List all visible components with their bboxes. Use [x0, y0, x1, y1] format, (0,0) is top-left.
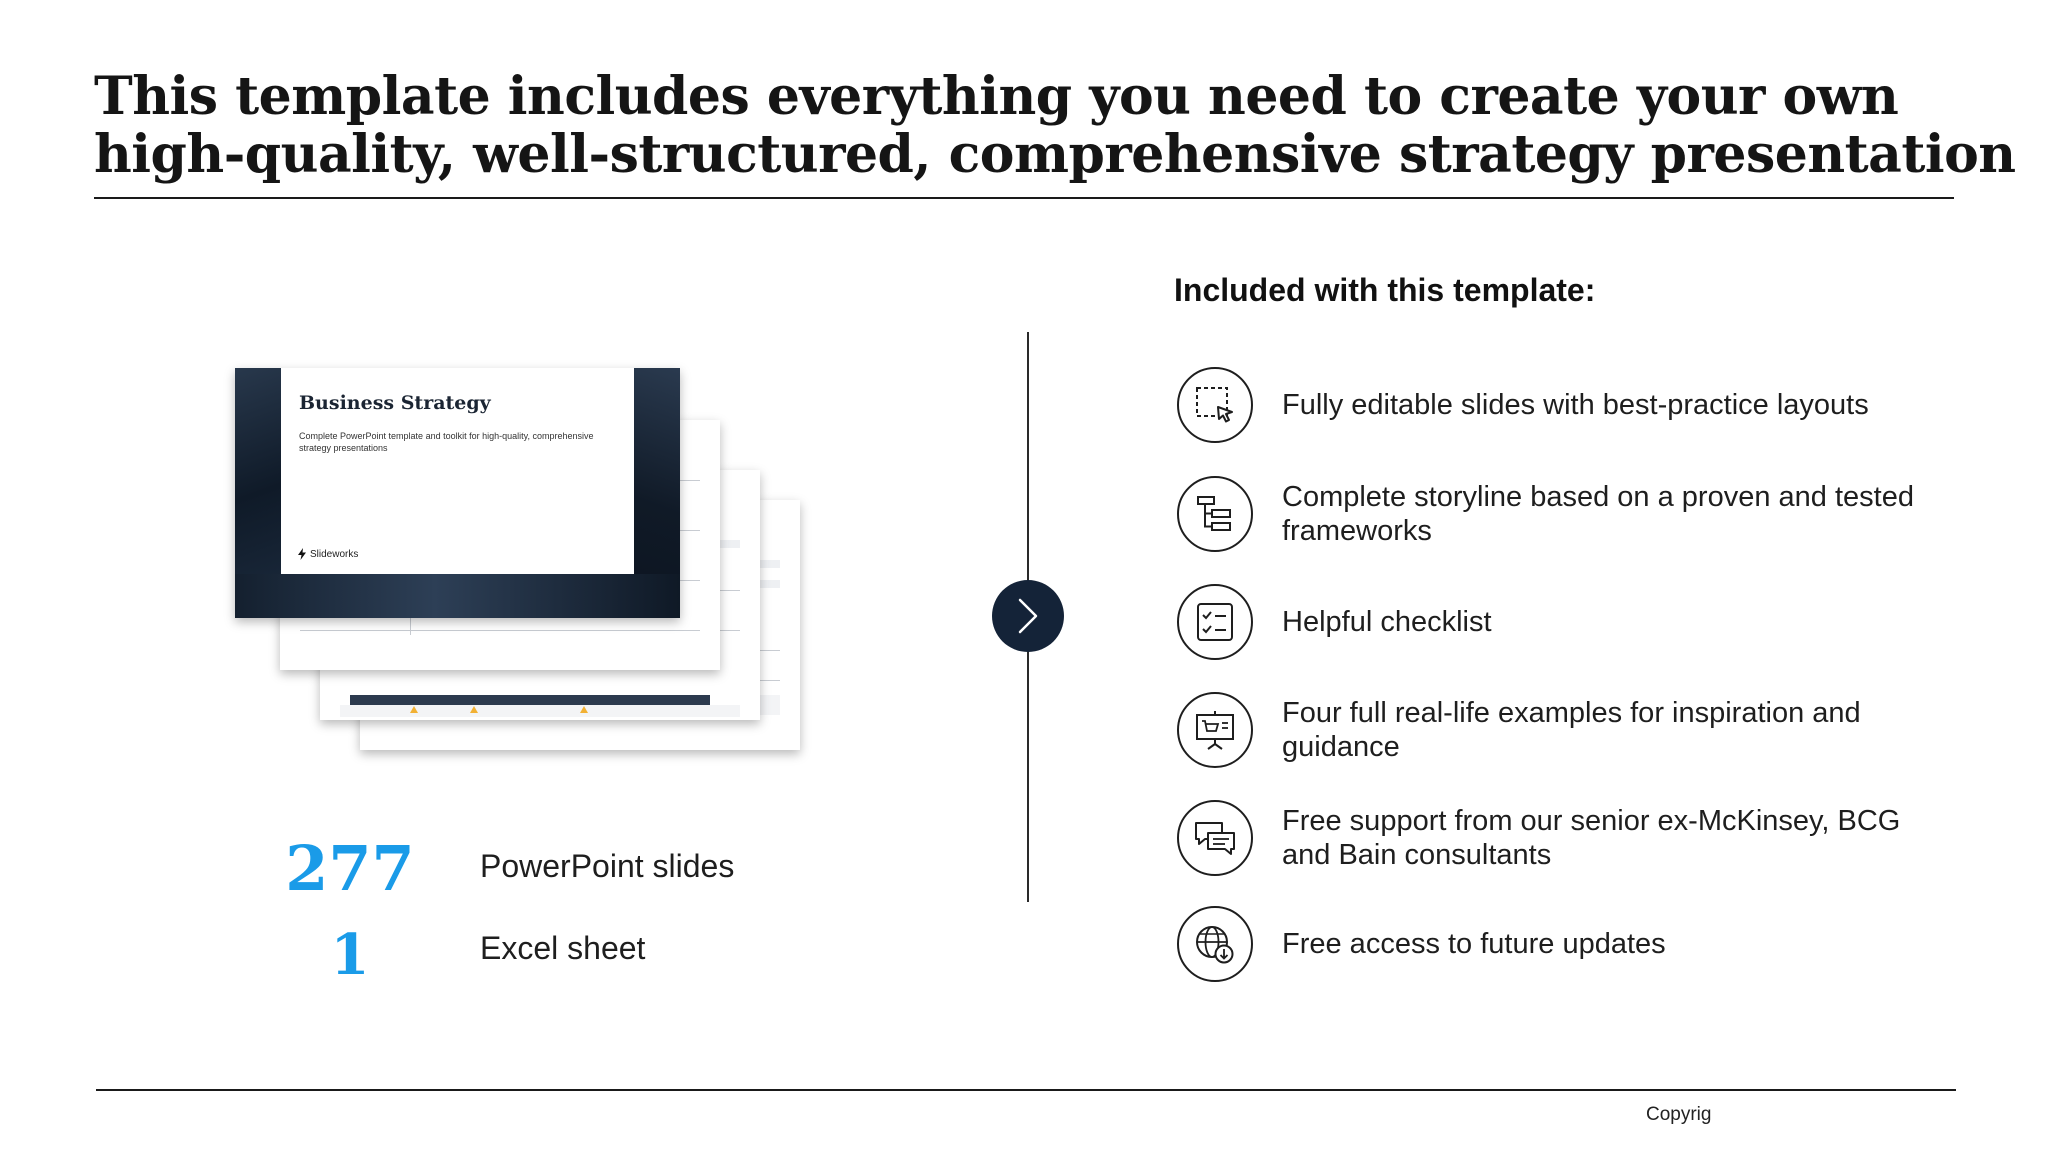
excel-count-label: Excel sheet: [480, 930, 646, 966]
next-arrow-button[interactable]: [992, 580, 1064, 652]
warning-triangle-icon: [410, 706, 418, 713]
bolt-icon: [297, 548, 307, 560]
slide-preview-stack: [230, 365, 810, 755]
preview-line: [300, 630, 700, 631]
copyright-text: Copyrig: [1646, 1104, 1712, 1125]
page-title-line-2: high-quality, well-structured, comprehensive strategy presentation: [94, 124, 2016, 185]
globe-download-icon: [1177, 906, 1253, 982]
cover-title: Business Strategy: [299, 392, 491, 414]
feature-item: [1177, 800, 1937, 880]
slide-count-label: PowerPoint slides: [480, 848, 735, 884]
feature-item: [1177, 584, 1937, 664]
cover-subtitle: Complete PowerPoint template and toolkit for high-quality, comprehensive strategy presentations: [299, 431, 594, 453]
feature-text: Helpful checklist: [1282, 606, 1492, 638]
chevron-right-icon: [1014, 596, 1042, 636]
title-divider: [94, 197, 1954, 199]
editable-slide-icon: [1177, 367, 1253, 443]
cover-texture-bottom: [235, 574, 680, 618]
feature-text: Complete storyline based on a proven and tested frameworks: [1282, 481, 1914, 547]
feature-item: [1177, 692, 1937, 772]
slideworks-logo: [297, 548, 358, 560]
preview-row: [340, 705, 740, 717]
feature-text: Fully editable slides with best-practice layouts: [1282, 389, 1869, 421]
page-title: [94, 66, 2016, 185]
presentation-board-icon: [1177, 692, 1253, 768]
checklist-icon: [1177, 584, 1253, 660]
feature-text: Free access to future updates: [1282, 928, 1666, 960]
warning-triangle-icon: [470, 706, 478, 713]
footer-divider: [96, 1089, 1956, 1091]
warning-triangle-icon: [580, 706, 588, 713]
storyline-icon: [1177, 476, 1253, 552]
feature-item: [1177, 906, 1937, 986]
feature-text: Four full real-life examples for inspiration and guidance: [1282, 697, 1861, 763]
feature-item: [1177, 476, 1937, 556]
chat-support-icon: [1177, 800, 1253, 876]
excel-count: 1: [330, 922, 370, 988]
slide-count: 277: [285, 832, 415, 905]
logo-text: Slideworks: [310, 548, 359, 560]
included-title: Included with this template:: [1174, 272, 1596, 308]
feature-item: [1177, 367, 1937, 447]
feature-text: Free support from our senior ex-McKinsey, BCG and Bain consultants: [1282, 805, 1901, 871]
preview-cover-slide: [235, 368, 680, 618]
page-title-line-1: This template includes everything you need to create your own: [94, 66, 1899, 127]
